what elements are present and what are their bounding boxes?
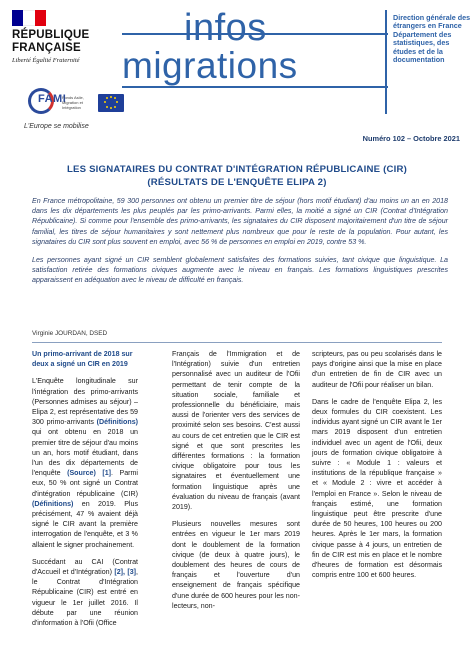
reference-link[interactable]: [2], [3] xyxy=(114,568,137,577)
intro-summary xyxy=(32,196,448,294)
fami-label: FAMI xyxy=(38,93,67,105)
section-heading: Un primo-arrivant de 2018 sur deux a signé un CIR en 2019 xyxy=(32,350,133,369)
body-column-1 xyxy=(32,349,138,635)
brand-migrations: migrations xyxy=(122,45,298,86)
definitions-link[interactable]: (Définitions) xyxy=(32,499,74,508)
republique-francaise-name: RÉPUBLIQUE FRANÇAISE xyxy=(12,29,90,54)
intro-paragraph-1: En France métropolitaine, 59 300 personnes ont obtenu un premier titre de séjour (hors motif étudiant) d'au moins un an en 2018 dans les dix départements les plus peuplés par les primo-arrivants. Parmi elles, la moitié a signé un CIR (Contrat d'Intégration Républicaine). Si comme pour l'ensemble des primo-arrivants, les signataires du CIR disposent majoritairement d'un titre de séjour familial, les titres de séjour humanitaires y sont nettement plus nombreux que pour le reste de la population. Pour autant, les signataires du CIR sont plus souvent en emploi, avec 56 % de personnes en emploi en 2019, contre 53 %. xyxy=(32,197,448,246)
fami-logo xyxy=(28,86,92,120)
title-line-2: (RÉSULTATS DE L'ENQUÊTE ELIPA 2) xyxy=(147,177,327,188)
brand-rule-bottom xyxy=(122,86,388,88)
fami-subtitle: Fonds Asile, Migration et Intégration xyxy=(62,95,84,110)
document-title xyxy=(20,163,454,189)
col1-paragraph-2 xyxy=(32,557,138,628)
col2-paragraph-2: Plusieurs nouvelles mesures sont entrées en vigueur le 1er mars 2019 dont le doublement de la formation civique (de deux à quatre jours), le doublement des heures de cours de français et l'ouverture d'un enseignement de français spécifique d'une durée de 600 heures pour les non-lecteurs, non- xyxy=(172,520,300,610)
direction-label: Direction générale des étrangers en France Département des statistiques, des études et de la documentation xyxy=(393,13,471,65)
text: en 2019. Plus précisément, 47 % avaient déjà signé le CIR avant la première interrogation de l'enquête, et 3 % allaient le signer prochainement. xyxy=(32,499,138,549)
text: qui ont obtenu en 2018 un premier titre de séjour d'au moins un an, hors motif étudiant, dans l'un des dix départements de l'enquête xyxy=(32,428,138,478)
eu-tagline: L'Europe se mobilise xyxy=(24,123,89,130)
title-line-1: LES SIGNATAIRES DU CONTRAT D'INTÉGRATION RÉPUBLICAINE (CIR) xyxy=(66,164,408,175)
text: . Parmi eux, 50 % ont signé un Contrat d'intégration républicaine (CIR) xyxy=(32,469,139,498)
document-header xyxy=(0,0,474,150)
text: , le Contrat d'Intégration Républicaine (CIR) est entré en vigueur le 1er juillet 2016. Il débute par une réunion d'information à l'Ofii (Office xyxy=(32,568,138,628)
header-divider xyxy=(385,10,387,114)
col1-paragraph-1 xyxy=(32,376,138,549)
source-link[interactable]: (Source) [1] xyxy=(67,469,112,478)
eu-flag-icon xyxy=(98,94,124,112)
issue-number: Numéro 102 – Octobre 2021 xyxy=(362,134,460,143)
intro-paragraph-2: Les personnes ayant signé un CIR semblent globalement satisfaites des formations suivies, tant civique que linguistique. La satisfaction retirée des formations civiques augmente avec le niveau en français. Les formations linguistiques prescrites apparaissent en adéquation avec le niveau de difficulté en français. xyxy=(32,256,448,285)
col3-paragraph-2: Dans le cadre de l'enquête Elipa 2, les deux formules du CIR coexistent. Les individus ayant signé un CIR avant le 1er mars 2019 disposent d'un entretien individuel avec un agent de l'Ofii, deux jours de formation civique obligatoire à suivre : « Module 1 : valeurs et institutions de la république française » et « Module 2 : vivre et accéder à l'emploi en France ». Selon le niveau de français estimé, une formation linguistique peut être prescrite d'une durée de 50 heures, 100 heures ou 200 heures. Après le 1er mars, la formation civique passe à 4 jours, un entretien de fin de CIR est mis en place et le nombre d'heures de formation est désormais compris entre 100 et 600 heures. xyxy=(312,397,442,580)
republique-francaise-motto: Liberté Égalité Fraternité xyxy=(12,57,80,64)
author-divider xyxy=(32,342,442,343)
text: L'Enquête longitudinale sur l'intégration des primo-arrivants (Personnes admises au séjour) – Elipa 2, est représentative des 59 300 primo-arrivants xyxy=(32,377,138,427)
definitions-link[interactable]: (Définitions) xyxy=(96,418,138,427)
text: Succédant au CAI (Contrat d'Accueil et d'Intégration) xyxy=(32,557,138,577)
french-flag-icon xyxy=(12,10,46,26)
body-column-3 xyxy=(312,349,442,587)
body-column-2 xyxy=(172,349,300,618)
fami-eu-logos xyxy=(28,86,124,120)
brand-infos: infos xyxy=(184,7,267,49)
author-line: Virginie JOURDAN, DSED xyxy=(32,330,108,337)
col3-paragraph-1: scripteurs, pas ou peu scolarisés dans le pays d'origine ainsi que la mise en place d'un entretien de fin de CIR avec un auditeur de l'Ofii pour réaliser un bilan. xyxy=(312,350,442,389)
republique-francaise-logo xyxy=(12,10,112,65)
col2-paragraph-1: Français de l'Immigration et de l'Intégration) suivie d'un entretien personnalisé avec un auditeur de l'Ofii permettant de tenir compte de la situation sociale, familiale et professionnelle du bénéficiaire, mais aussi de l'orienter vers des services de proximité selon ses besoins. C'est aussi au cours de cet entretien que le CIR est signé et que sont prescrites les différentes formations : la formation civique obligatoire pour tous les signataires et éventuellement une formation linguistique après une évaluation du niveau de français (avant 2019). xyxy=(172,350,300,512)
